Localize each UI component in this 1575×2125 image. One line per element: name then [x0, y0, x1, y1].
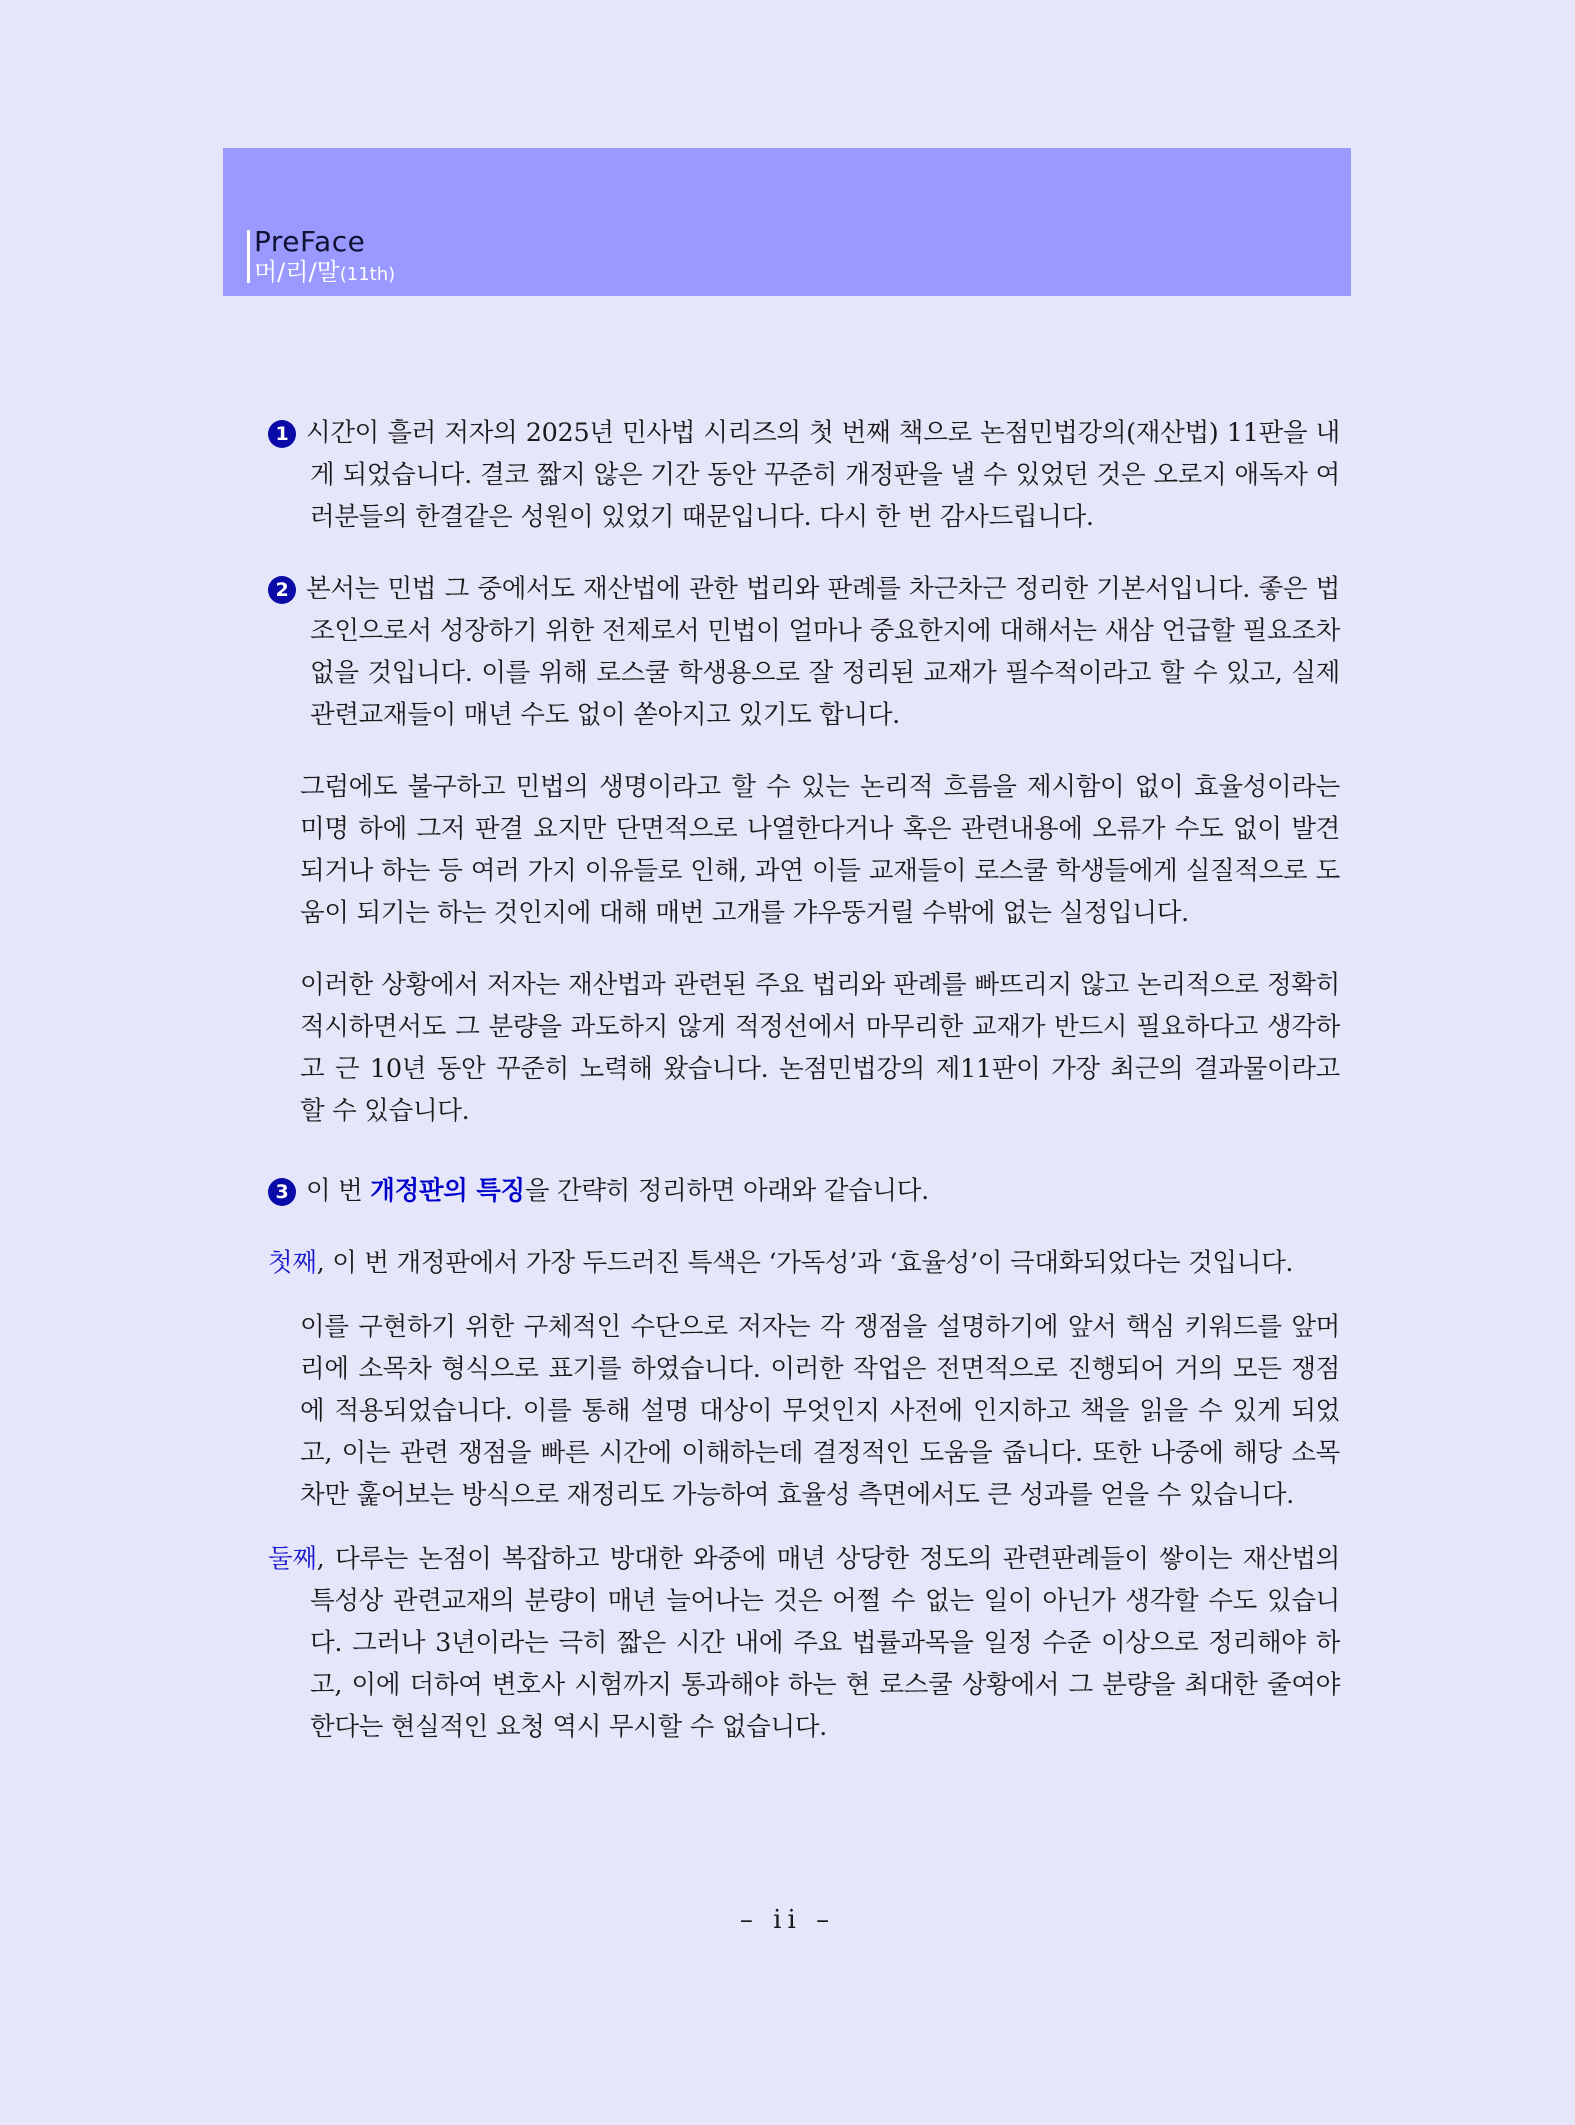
- first-point-paragraph: 이를 구현하기 위한 구체적인 수단으로 저자는 각 쟁점을 설명하기에 앞서 핵심 키워드를 앞머리에 소목차 형식으로 표기를 하였습니다. 이러한 작업은 전면적으로 진행되어 거의 모든 쟁점에 적용되었습니다. 이를 통해 설명 대상이 무엇인지 사전에 인지하고 책을 읽을 수 있게 되었고, 이는 관련 쟁점을 빠른 시간에 이해하는데 결정적인 도움을 줍니다. 또한 나중에 해당 소목차만 훑어보는 방식으로 재정리도 가능하여 효율성 측면에서도 큰 성과를 얻을 수 있습니다.: [300, 1312, 1340, 1510]
- preface-body: [268, 412, 1340, 1748]
- first-point-text: , 이 번 개정판에서 가장 두드러진 특색은 ‘가독성’과 ‘효율성’이 극대화되었다는 것입니다.: [316, 1248, 1294, 1278]
- second-point: [268, 1538, 1340, 1748]
- number-badge-2: 2: [268, 576, 296, 604]
- item-3-post: 을 간략히 정리하면 아래와 같습니다.: [524, 1176, 929, 1206]
- header-accent-bar: [247, 230, 250, 283]
- subtitle-text: 머/리/말: [254, 258, 340, 286]
- number-badge-1: 1: [268, 420, 296, 448]
- item-1-text: 시간이 흘러 저자의 2025년 민사법 시리즈의 첫 번째 책으로 논점민법강의(재산법) 11판을 내게 되었습니다. 결코 짧지 않은 기간 동안 꾸준히 개정판을 낼 수 있었던 것은 오로지 애독자 여러분들의 한결같은 성원이 있었기 때문입니다. 다시 한 번 감사드립니다.: [306, 418, 1340, 532]
- first-lead-word: 첫째: [268, 1248, 317, 1278]
- page-number: – ii –: [739, 1905, 836, 1935]
- subtitle-edition: (11th): [339, 264, 396, 285]
- page-title: PreFace: [254, 225, 366, 258]
- item-3-pre: 이 번: [306, 1176, 371, 1206]
- item-2-text: 본서는 민법 그 중에서도 재산법에 관한 법리와 판례를 차근차근 정리한 기본서입니다. 좋은 법조인으로서 성장하기 위한 전제로서 민법이 얼마나 중요한지에 대해서는 새삼 언급할 필요조차 없을 것입니다. 이를 위해 로스쿨 학생용으로 잘 정리된 교재가 필수적이라고 할 수 있고, 실제 관련교재들이 매년 수도 없이 쏟아지고 있기도 합니다.: [306, 574, 1340, 730]
- item-2-paragraph-2: 이러한 상황에서 저자는 재산법과 관련된 주요 법리와 판례를 빠뜨리지 않고 논리적으로 정확히 적시하면서도 그 분량을 과도하지 않게 적정선에서 마무리한 교재가 반드시 필요하다고 생각하고 근 10년 동안 꾸준히 노력해 왔습니다. 논점민법강의 제11판이 가장 최근의 결과물이라고 할 수 있습니다.: [300, 970, 1340, 1126]
- page-subtitle: [254, 260, 395, 284]
- numbered-item-3: [268, 1170, 1340, 1212]
- first-point: [268, 1242, 1340, 1284]
- numbered-item-2: [268, 568, 1340, 736]
- header-band: [223, 148, 1351, 296]
- numbered-item-1: [268, 412, 1340, 538]
- item-3-highlight: 개정판의 특징: [370, 1176, 525, 1206]
- second-lead-word: 둘째: [268, 1544, 317, 1574]
- second-point-text: , 다루는 논점이 복잡하고 방대한 와중에 매년 상당한 정도의 관련판례들이 쌓이는 재산법의 특성상 관련교재의 분량이 매년 늘어나는 것은 어쩔 수 없는 일이 아닌가 생각할 수도 있습니다. 그러나 3년이라는 극히 짧은 시간 내에 주요 법률과목을 일정 수준 이상으로 정리해야 하고, 이에 더하여 변호사 시험까지 통과해야 하는 현 로스쿨 상황에서 그 분량을 최대한 줄여야 한다는 현실적인 요청 역시 무시할 수 없습니다.: [310, 1544, 1340, 1742]
- number-badge-3: 3: [268, 1178, 296, 1206]
- item-2-paragraph-1: 그럼에도 불구하고 민법의 생명이라고 할 수 있는 논리적 흐름을 제시함이 없이 효율성이라는 미명 하에 그저 판결 요지만 단면적으로 나열한다거나 혹은 관련내용에 오류가 수도 없이 발견되거나 하는 등 여러 가지 이유들로 인해, 과연 이들 교재들이 로스쿨 학생들에게 실질적으로 도움이 되기는 하는 것인지에 대해 매번 고개를 갸우뚱거릴 수밖에 없는 실정입니다.: [300, 772, 1340, 928]
